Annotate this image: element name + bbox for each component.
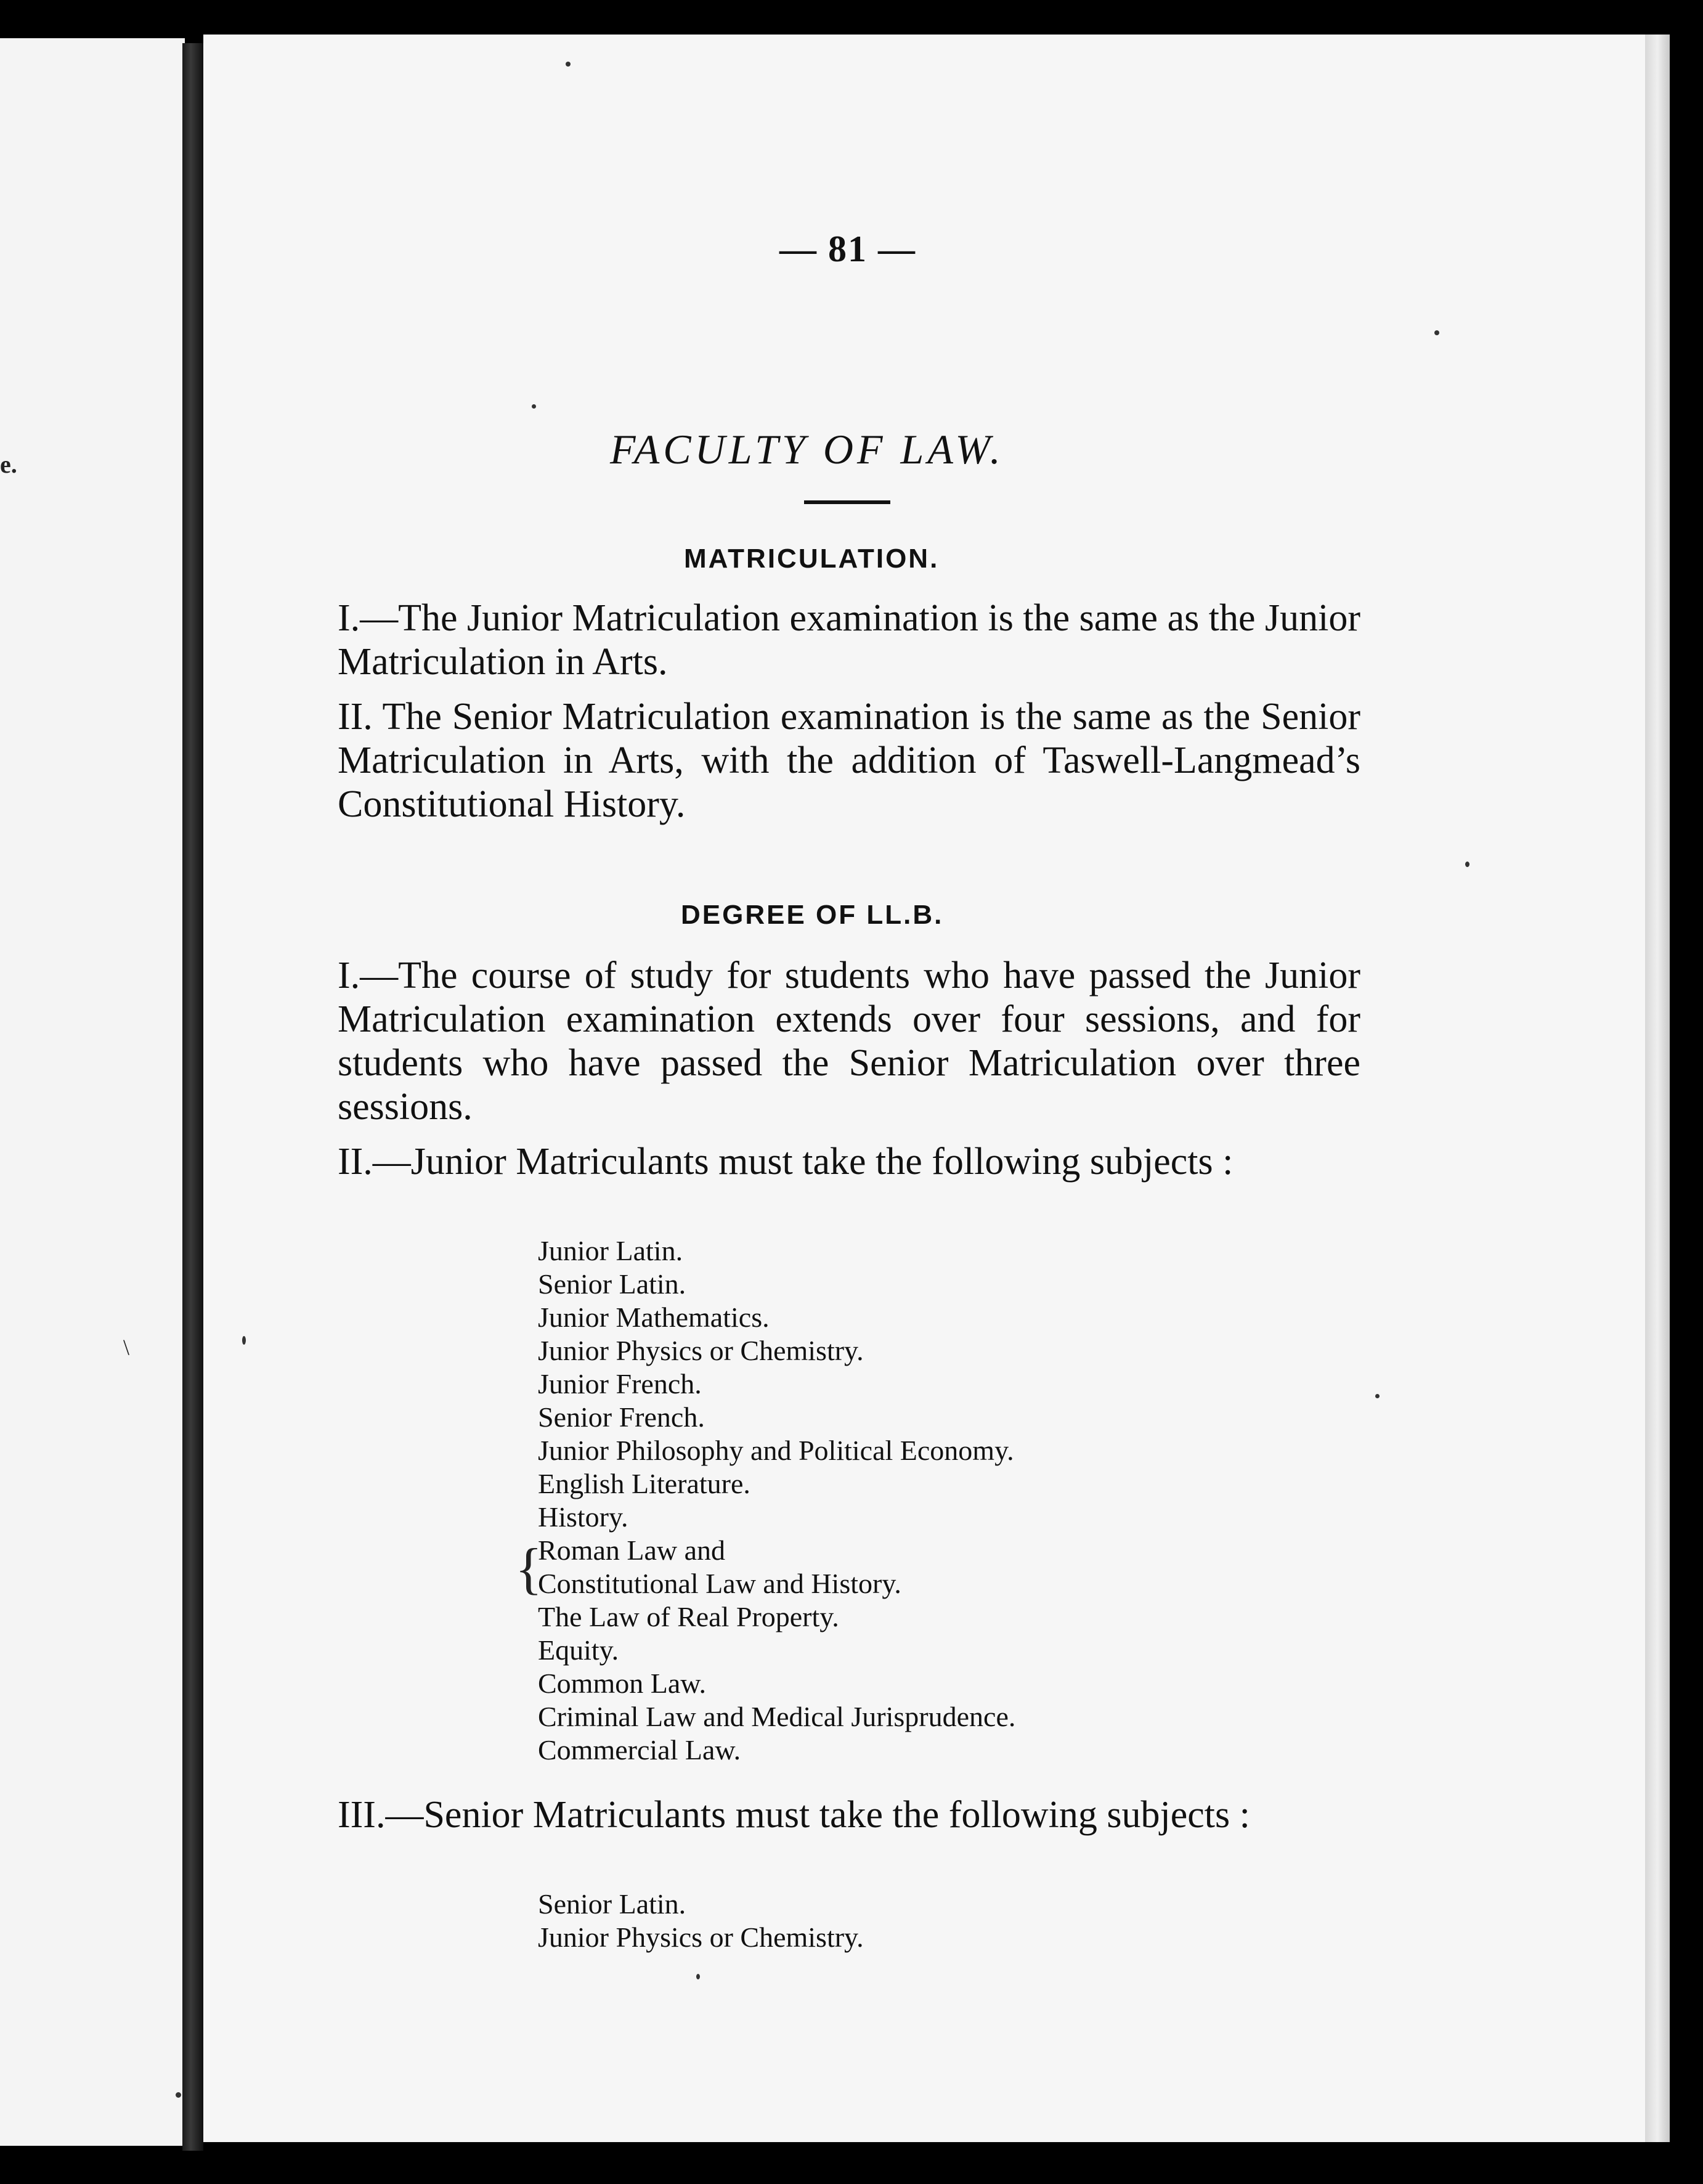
scan-speck [1465, 862, 1469, 867]
list-item: English Literature. [538, 1468, 750, 1499]
scan-speck [1375, 1394, 1380, 1398]
matriculation-paragraph-1: I.—The Junior Matriculation examination is the same as the Junior Matriculation in Arts. [338, 597, 1360, 683]
list-item: Junior Philosophy and Political Economy. [538, 1435, 1014, 1466]
title-rule [804, 500, 890, 504]
list-item: Constitutional Law and History. [538, 1568, 901, 1599]
scan-speck [176, 2092, 181, 2098]
degree-paragraph-1: I.—The course of study for students who have passed the Junior Matriculation examination extends over four sessions, and for students who have passed the Senior Matriculation over three sessions. [338, 955, 1360, 1128]
scan-speck [242, 1336, 246, 1345]
list-item: Junior Physics or Chemistry. [538, 1921, 864, 1953]
list-item: Commercial Law. [538, 1734, 741, 1766]
degree-heading: DEGREE OF LL.B. [681, 900, 944, 930]
junior-subjects-list [538, 1234, 1015, 1767]
scan-speck [696, 1974, 700, 1979]
facing-page-edge [0, 38, 185, 2146]
matriculation-paragraph-2: II. The Senior Matriculation examination is the same as the Senior Matriculation in Arts, with the addition of Taswell-Langmead’s Constitutional History. [338, 696, 1360, 825]
list-item: Senior Latin. [538, 1888, 686, 1920]
senior-subjects-list [538, 1888, 864, 1954]
list-item: Roman Law and [538, 1534, 726, 1566]
facing-page-fragment: e. [0, 450, 17, 478]
degree-paragraph-2: II.—Junior Matriculants must take the following subjects : [338, 1141, 1234, 1183]
facing-page-mark: \ [123, 1335, 130, 1359]
scan-speck [1434, 330, 1439, 335]
list-item: Criminal Law and Medical Jurisprudence. [538, 1701, 1016, 1732]
list-item: Junior Physics or Chemistry. [538, 1335, 864, 1366]
scan-speck [532, 404, 536, 409]
list-item: Common Law. [538, 1668, 706, 1699]
book-spine [182, 43, 203, 2151]
list-item: Senior Latin. [538, 1268, 686, 1300]
list-item: The Law of Real Property. [538, 1601, 839, 1632]
matriculation-heading: MATRICULATION. [684, 544, 940, 574]
degree-paragraph-3: III.—Senior Matriculants must take the following subjects : [338, 1794, 1250, 1836]
list-item: History. [538, 1501, 628, 1533]
bracket-icon: { [515, 1537, 543, 1600]
scan-speck [566, 62, 571, 67]
page-title: FACULTY OF LAW. [610, 426, 1004, 473]
list-item: Junior Mathematics. [538, 1302, 770, 1333]
list-item: Junior French. [538, 1368, 702, 1400]
list-item: Junior Latin. [538, 1235, 683, 1266]
list-item: Senior French. [538, 1401, 705, 1433]
page-edge [1645, 35, 1670, 2142]
page-number: — 81 — [779, 229, 916, 269]
list-item: Equity. [538, 1634, 619, 1666]
